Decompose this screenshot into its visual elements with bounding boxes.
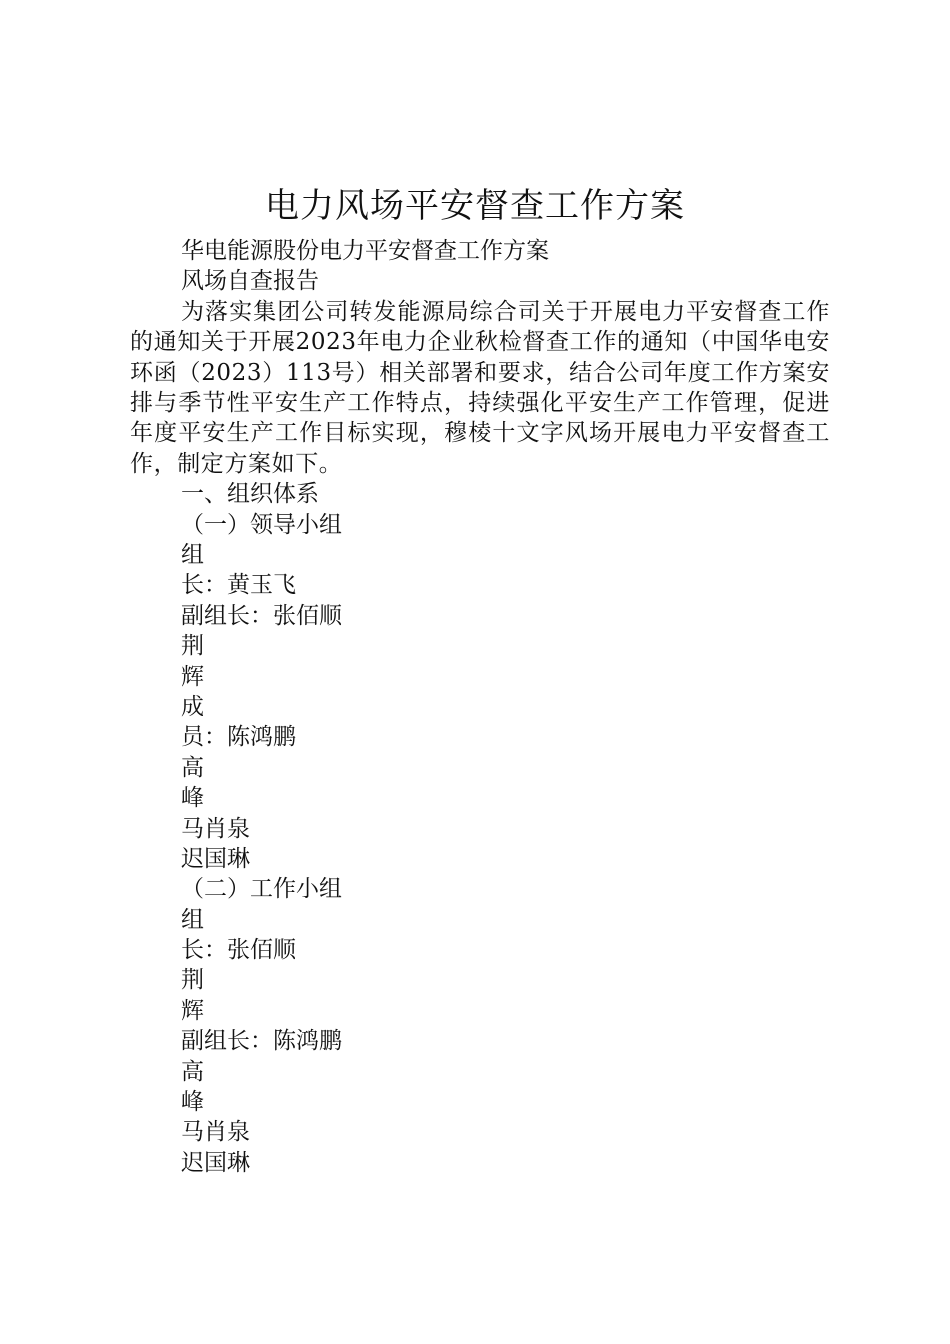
text-line: 荆: [181, 633, 204, 660]
text-line: 峰: [181, 785, 204, 812]
text-line: 迟国琳: [181, 845, 250, 872]
text-line: 组: [181, 542, 204, 568]
text-line: 长：黄玉飞: [181, 572, 296, 599]
document-title: 电力风场平安督查工作方案: [265, 186, 685, 226]
text-line: 马肖泉: [181, 1119, 250, 1146]
text-line: 组: [181, 906, 204, 933]
subtitle-line: 华电能源股份电力平安督查工作方案: [181, 238, 549, 264]
subsection-heading-working: （二）工作小组: [181, 876, 342, 903]
section-heading: 一、组织体系: [181, 481, 319, 508]
text-line: 副组长：陈鸿鹏: [181, 1028, 342, 1055]
text-line: 高: [181, 1058, 204, 1085]
document-body: [130, 236, 830, 1178]
text-line: 员：陈鸿鹏: [181, 724, 296, 751]
report-line: 风场自查报告: [181, 268, 319, 295]
text-line: 长：张佰顺: [181, 937, 296, 964]
intro-paragraph: 为落实集团公司转发能源局综合司关于开展电力平安督查工作的通知关于开展2023年电力企业秋检督查工作的通知（中国华电安环函（2023）113号）相关部署和要求，结合公司年度工作方案安排与季节性平安生产工作特点，持续强化平安生产工作管理，促进年度平安生产工作目标实现，穆棱十文字风场开展电力平安督查工作，制定方案如下。: [130, 298, 830, 477]
subsection-heading-leadership: （一）领导小组: [181, 511, 342, 538]
text-line: 成: [181, 693, 204, 720]
text-line: 辉: [181, 997, 204, 1024]
text-line: 副组长：张佰顺: [181, 602, 342, 629]
text-line: 荆: [181, 967, 204, 994]
text-line: 峰: [181, 1089, 204, 1116]
text-line: 迟国琳: [181, 1149, 250, 1176]
text-line: 高: [181, 754, 204, 781]
text-line: 马肖泉: [181, 815, 250, 842]
text-line: 辉: [181, 663, 204, 690]
